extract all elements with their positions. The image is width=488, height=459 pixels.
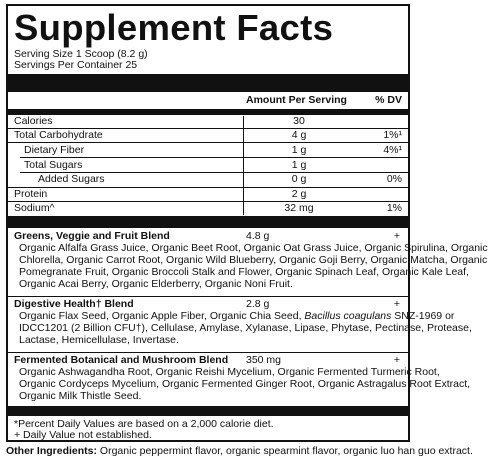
serving-size: Serving Size 1 Scoop (8.2 g) (14, 48, 148, 60)
blend-header-digestive: Digestive Health† Blend 2.8 g + (14, 298, 400, 310)
blend-header-greens: Greens, Veggie and Fruit Blend 4.8 g + (14, 230, 400, 242)
blend-header-fermented: Fermented Botanical and Mushroom Blend 350 mg + (14, 354, 400, 366)
servings-per-container: Servings Per Container 25 (14, 59, 138, 71)
blend-ingredients-fermented: Organic Ashwagandha Root, Organic Reishi Mycelium, Organic Fermented Turmeric Root, Organic Cordyceps Mycelium, Organic Fermented Ginger Root, Organic Astragalus Root Extract, Organic Milk Thistle Seed. (19, 366, 471, 402)
thick-bar-bottom (8, 406, 408, 416)
nutrient-row-dietary-fiber: Dietary Fiber 1 g 4%¹ (24, 144, 402, 156)
table-header (8, 94, 408, 107)
panel-title: Supplement Facts (14, 7, 334, 48)
row-divider (8, 201, 408, 202)
dv-footnote: *Percent Daily Values are based on a 2,000 calorie diet. (14, 418, 274, 430)
thick-bar-top (8, 74, 408, 92)
nutrient-row-total-sugars: Total Sugars 1 g (24, 159, 307, 171)
medium-bar (8, 109, 408, 115)
amount-column-divider (243, 116, 244, 215)
nutrient-row-calories: Calories 30 (14, 115, 305, 127)
row-divider (8, 187, 408, 188)
nutrient-row-protein: Protein 2 g (14, 188, 307, 200)
other-ingredients-label: Other Ingredients: (6, 445, 98, 457)
amount-header: Amount Per Serving (246, 94, 347, 106)
row-divider (8, 352, 408, 353)
row-divider (8, 142, 408, 143)
row-divider (8, 296, 408, 297)
dv-header: % DV (375, 94, 402, 106)
other-ingredients-text: Organic peppermint flavor, organic spearmint flavor, organic luo han guo extract. (97, 445, 473, 457)
thick-bar-blends (8, 216, 408, 228)
nutrient-row-total-carbohydrate: Total Carbohydrate 4 g 1%¹ (14, 129, 402, 141)
supplement-facts-panel (6, 4, 488, 442)
plus-footnote: + Daily Value not established. (14, 429, 152, 441)
blend-ingredients-digestive: Organic Flax Seed, Organic Apple Fiber, Organic Chia Seed, Bacillus coagulans SNZ-1969 or IDCC1201 (2 Billion CFU†), Cellulase, Amylase, Xylanase, Lipase, Phytase, Pectinase, Protease, Lactase, Hemicellulase, Invertase. (19, 310, 472, 346)
blend-ingredients-greens: Organic Alfalfa Grass Juice, Organic Beet Root, Organic Oat Grass Juice, Organic Spirulina, Organic Chlorella, Organic Carrot Root, Organic Wild Blueberry, Organic Goji Berry, Organic Matcha, Organic Pomegranate Fruit, Organic Broccoli Stalk and Flower, Organic Spinach Leaf, Organic Kale Leaf, Organic Acai Berry, Organic Elderberry, Organic Noni Fruit. (19, 242, 488, 290)
row-divider (20, 157, 408, 158)
nutrient-row-added-sugars: Added Sugars 0 g 0% (38, 173, 402, 185)
nutrient-row-sodium: Sodium^ 32 mg 1% (14, 202, 402, 214)
other-ingredients (6, 445, 473, 457)
